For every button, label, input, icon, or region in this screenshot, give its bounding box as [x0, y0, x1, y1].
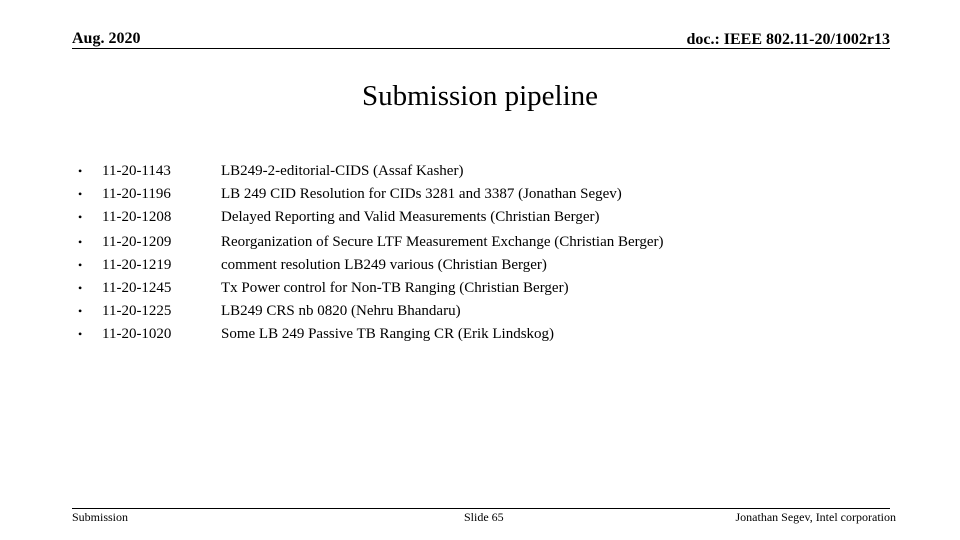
- header-doc-id: doc.: IEEE 802.11-20/1002r13: [686, 31, 890, 48]
- footer-author: Jonathan Segev, Intel corporation: [735, 510, 896, 524]
- document-number: 11-20-1143: [102, 163, 171, 179]
- document-description: comment resolution LB249 various (Christian Berger): [221, 257, 547, 273]
- header-divider: [72, 48, 890, 49]
- bullet-icon: •: [78, 210, 83, 224]
- slide-title: Submission pipeline: [361, 80, 599, 112]
- document-number: 11-20-1225: [102, 303, 172, 319]
- bullet-icon: •: [78, 258, 83, 272]
- list-item: [72, 160, 872, 183]
- list-item: [72, 183, 872, 206]
- submission-list: [72, 160, 872, 346]
- document-description: Reorganization of Secure LTF Measurement Exchange (Christian Berger): [221, 234, 664, 250]
- bullet-icon: •: [78, 235, 83, 249]
- bullet-icon: •: [78, 304, 83, 318]
- document-description: Some LB 249 Passive TB Ranging CR (Erik Lindskog): [221, 326, 555, 342]
- document-number: 11-20-1020: [102, 326, 172, 342]
- document-description: Tx Power control for Non-TB Ranging (Christian Berger): [221, 280, 569, 296]
- list-item: [72, 277, 872, 300]
- slide-number: Slide 65: [464, 510, 504, 524]
- document-number: 11-20-1196: [102, 186, 171, 202]
- document-description: LB249-2-editorial-CIDS (Assaf Kasher): [221, 163, 464, 179]
- document-description: Delayed Reporting and Valid Measurements (Christian Berger): [221, 209, 600, 225]
- footer-divider: [72, 508, 890, 509]
- bullet-icon: •: [78, 327, 83, 341]
- list-item: [72, 300, 872, 323]
- document-number: 11-20-1219: [102, 257, 172, 273]
- list-item: [72, 206, 872, 229]
- document-description: LB 249 CID Resolution for CIDs 3281 and 3387 (Jonathan Segev): [221, 186, 622, 202]
- header-date: Aug. 2020: [72, 30, 141, 47]
- bullet-icon: •: [78, 281, 83, 295]
- footer-label: Submission: [72, 510, 129, 524]
- document-number: 11-20-1209: [102, 234, 172, 250]
- bullet-icon: •: [78, 187, 83, 201]
- bullet-icon: •: [78, 164, 83, 178]
- document-number: 11-20-1245: [102, 280, 172, 296]
- list-item: [72, 254, 872, 277]
- list-item: [72, 323, 872, 346]
- document-description: LB249 CRS nb 0820 (Nehru Bhandaru): [221, 303, 461, 319]
- document-number: 11-20-1208: [102, 209, 172, 225]
- list-item: [72, 231, 872, 254]
